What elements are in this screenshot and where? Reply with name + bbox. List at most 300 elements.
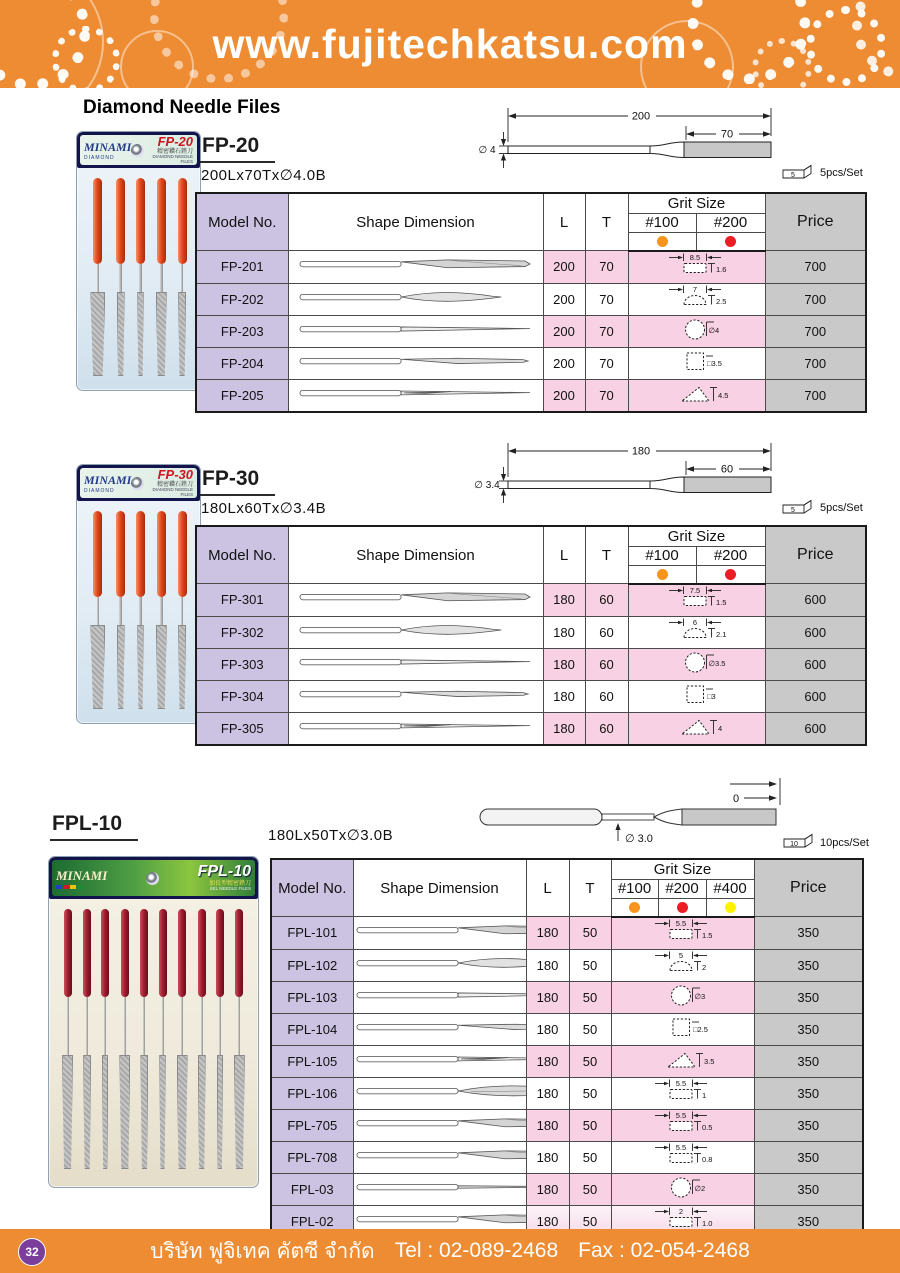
table-row	[271, 1045, 863, 1077]
cell-thickness: 50	[569, 1205, 611, 1238]
cell-shape	[288, 680, 543, 712]
section-title: FP-30	[200, 467, 275, 496]
cell-model: FP-205	[196, 379, 288, 412]
table-row	[196, 315, 866, 347]
cell-cross-section	[611, 1013, 754, 1045]
cell-model: FP-302	[196, 616, 288, 648]
cell-thickness: 50	[569, 1173, 611, 1205]
file-shape-drawing	[297, 352, 535, 370]
grit-color-dot	[696, 232, 765, 251]
grommet-hole-icon	[131, 477, 144, 490]
svg-text:5: 5	[678, 950, 683, 960]
table-row	[271, 1141, 863, 1173]
file-handle	[178, 178, 187, 264]
cell-shape	[288, 648, 543, 680]
cell-length: 180	[543, 712, 585, 745]
cell-shape	[353, 1109, 526, 1141]
cross-section-icon	[635, 1014, 731, 1040]
cell-length: 180	[526, 981, 569, 1013]
grit-size-label: #200	[658, 879, 706, 898]
cell-model: FPL-705	[271, 1109, 353, 1141]
product-table	[195, 192, 867, 413]
cell-cross-section	[611, 917, 754, 950]
cell-length: 180	[526, 1013, 569, 1045]
svg-text:∅ 3.4: ∅ 3.4	[474, 480, 500, 491]
cell-cross-section	[628, 616, 765, 648]
cell-price: 350	[754, 1013, 863, 1045]
file-shape-drawing	[354, 1146, 527, 1164]
cell-length: 180	[543, 680, 585, 712]
svg-text:6: 6	[692, 617, 697, 627]
file-shape-drawing	[297, 653, 535, 671]
file-diamond-tip	[234, 1055, 245, 1169]
file-handle	[136, 511, 145, 597]
table-row	[196, 680, 866, 712]
file-handle	[178, 511, 187, 597]
col-header-price: Price	[765, 526, 866, 584]
col-header-grit: Grit Size	[628, 526, 765, 546]
cell-cross-section	[628, 283, 765, 315]
svg-text:1.6: 1.6	[715, 264, 726, 274]
package-name-en: DIAMOND NEEDLE FILES	[152, 487, 193, 497]
cell-price: 350	[754, 1205, 863, 1238]
cell-thickness: 60	[585, 712, 628, 745]
col-header-length: L	[543, 193, 585, 251]
cell-price: 350	[754, 981, 863, 1013]
cross-section-icon	[635, 1078, 731, 1104]
file-shaft	[139, 264, 142, 292]
cell-thickness: 70	[585, 379, 628, 412]
grit-color-dot	[696, 565, 765, 584]
table-row	[196, 283, 866, 315]
cell-price: 700	[765, 379, 866, 412]
file-handle	[93, 511, 102, 597]
cell-thickness: 70	[585, 347, 628, 379]
cell-model: FP-204	[196, 347, 288, 379]
svg-text:4: 4	[717, 723, 722, 733]
section-spec: 180Lx50Tx∅3.0B	[268, 827, 394, 844]
needle-file	[62, 909, 73, 1169]
cell-price: 350	[754, 1077, 863, 1109]
file-shaft	[104, 997, 106, 1055]
file-shaft	[181, 597, 184, 625]
cell-shape	[288, 712, 543, 745]
file-shape-drawing	[354, 1178, 527, 1196]
needle-file	[177, 909, 188, 1169]
cell-cross-section	[628, 379, 765, 412]
file-diamond-tip	[137, 625, 144, 709]
file-handle	[235, 909, 243, 997]
file-shaft	[124, 997, 126, 1055]
table-row	[271, 1013, 863, 1045]
svg-text:2.5: 2.5	[715, 296, 726, 306]
cell-length: 180	[543, 616, 585, 648]
table-row	[196, 251, 866, 284]
needle-file	[156, 511, 167, 709]
file-handle	[198, 909, 206, 997]
cell-model: FPL-101	[271, 917, 353, 950]
file-shape-drawing	[354, 1114, 527, 1132]
cell-shape	[353, 1141, 526, 1173]
table-row	[196, 616, 866, 648]
file-handle	[83, 909, 91, 997]
file-diamond-tip	[83, 1055, 91, 1169]
package-files	[49, 899, 258, 1173]
needle-file	[136, 178, 145, 376]
cell-shape	[288, 315, 543, 347]
cell-length: 180	[526, 949, 569, 981]
cell-length: 180	[526, 1141, 569, 1173]
page-title: Diamond Needle Files	[83, 97, 281, 118]
cross-section-icon	[649, 617, 745, 643]
cross-section-icon	[635, 982, 731, 1008]
cell-shape	[353, 981, 526, 1013]
needle-file	[178, 511, 187, 709]
product-package-photo	[48, 856, 259, 1188]
cell-model: FPL-708	[271, 1141, 353, 1173]
grit-color-dot	[658, 898, 706, 917]
file-shaft	[219, 997, 221, 1055]
cell-model: FP-305	[196, 712, 288, 745]
needle-file	[156, 178, 167, 376]
svg-text:∅3: ∅3	[694, 991, 705, 1001]
file-handle	[140, 909, 148, 997]
cell-cross-section	[628, 712, 765, 745]
file-handle	[64, 909, 72, 997]
table-row	[271, 981, 863, 1013]
svg-text:1: 1	[701, 1090, 706, 1100]
section-title: FPL-10	[50, 812, 138, 841]
cell-shape	[288, 283, 543, 315]
table-row	[271, 1077, 863, 1109]
col-header-price: Price	[754, 859, 863, 917]
cell-length: 180	[526, 917, 569, 950]
cell-cross-section	[611, 1045, 754, 1077]
grit-size-label: #100	[628, 546, 696, 565]
cell-model: FP-202	[196, 283, 288, 315]
svg-text:□3.5: □3.5	[706, 358, 722, 368]
cell-price: 700	[765, 251, 866, 284]
file-shaft	[238, 997, 240, 1055]
cell-price: 700	[765, 347, 866, 379]
svg-text:∅ 3.0: ∅ 3.0	[625, 833, 653, 845]
file-shaft	[201, 997, 203, 1055]
col-header-model: Model No.	[196, 193, 288, 251]
svg-text:7: 7	[692, 284, 697, 294]
package-brand: MINAMI	[84, 472, 132, 487]
cell-price: 700	[765, 283, 866, 315]
file-diamond-tip	[62, 1055, 73, 1169]
package-brand: MINAMI	[56, 867, 108, 883]
file-handle	[121, 909, 129, 997]
footer-tel: Tel : 02-089-2468	[394, 1239, 559, 1262]
needle-file	[119, 909, 130, 1169]
cross-section-icon	[649, 252, 745, 278]
table-row	[196, 712, 866, 745]
file-shaft	[119, 264, 122, 292]
file-diamond-tip	[178, 292, 186, 376]
cell-length: 200	[543, 283, 585, 315]
file-shaft	[139, 597, 142, 625]
cell-length: 200	[543, 315, 585, 347]
cell-cross-section	[628, 680, 765, 712]
cell-cross-section	[611, 949, 754, 981]
file-shape-drawing	[297, 588, 535, 606]
grit-size-label: #200	[696, 213, 765, 232]
svg-text:180: 180	[631, 445, 651, 458]
package-name-cn: 精密鑽石銼刀	[156, 148, 193, 155]
cell-shape	[288, 379, 543, 412]
file-shape-drawing	[354, 1082, 527, 1100]
svg-text:□2.5: □2.5	[692, 1024, 708, 1034]
file-shaft	[162, 997, 164, 1055]
file-handle	[116, 178, 125, 264]
cell-shape	[353, 1077, 526, 1109]
package-brand: MINAMI	[84, 139, 132, 154]
col-header-thickness: T	[585, 526, 628, 584]
file-handle	[136, 178, 145, 264]
grit-color-dot	[628, 565, 696, 584]
col-header-length: L	[526, 859, 569, 917]
cell-shape	[353, 1045, 526, 1077]
file-handle	[101, 909, 109, 997]
cross-section-icon	[635, 1142, 731, 1168]
svg-text:∅2: ∅2	[694, 1183, 705, 1193]
grit-size-label: #100	[628, 213, 696, 232]
file-shaft	[86, 997, 88, 1055]
col-header-grit: Grit Size	[628, 193, 765, 213]
cell-cross-section	[611, 981, 754, 1013]
svg-text:1.5: 1.5	[715, 597, 726, 607]
col-header-model: Model No.	[271, 859, 353, 917]
cell-thickness: 50	[569, 1013, 611, 1045]
dimension-diagram	[468, 100, 880, 189]
cell-length: 180	[526, 1205, 569, 1238]
file-diamond-tip	[90, 625, 105, 709]
cell-price: 350	[754, 917, 863, 950]
cell-thickness: 50	[569, 917, 611, 950]
svg-text:∅4: ∅4	[708, 325, 719, 335]
svg-text:8.5: 8.5	[689, 252, 700, 262]
file-diamond-tip	[159, 1055, 166, 1169]
svg-text:0.5: 0.5	[701, 1122, 712, 1132]
cell-thickness: 50	[569, 1077, 611, 1109]
table-row	[271, 949, 863, 981]
table-row	[196, 379, 866, 412]
file-diamond-tip	[178, 625, 186, 709]
needle-file	[90, 511, 105, 709]
cell-thickness: 70	[585, 315, 628, 347]
cell-length: 180	[543, 584, 585, 617]
file-shape-drawing	[354, 986, 527, 1004]
package-name-en: DIAMOND NEEDLE FILES	[152, 154, 193, 164]
file-handle	[116, 511, 125, 597]
svg-text:5.5: 5.5	[675, 1078, 686, 1088]
cell-cross-section	[611, 1077, 754, 1109]
cell-shape	[288, 347, 543, 379]
needle-file	[136, 511, 145, 709]
footer-bar	[0, 1229, 900, 1273]
col-header-thickness: T	[569, 859, 611, 917]
svg-text:200: 200	[631, 110, 651, 123]
package-model: FPL-10	[197, 863, 251, 881]
file-diamond-tip	[198, 1055, 206, 1169]
cell-thickness: 60	[585, 680, 628, 712]
file-shape-drawing	[297, 320, 535, 338]
cell-thickness: 50	[569, 1045, 611, 1077]
table-row	[196, 648, 866, 680]
file-diamond-tip	[217, 1055, 224, 1169]
cell-cross-section	[628, 315, 765, 347]
table-row	[196, 584, 866, 617]
svg-text:5.5: 5.5	[675, 1142, 686, 1152]
col-header-length: L	[543, 526, 585, 584]
file-handle	[159, 909, 167, 997]
grommet-hole-icon	[131, 144, 144, 157]
cross-section-icon	[635, 1206, 731, 1232]
svg-text:5.5: 5.5	[675, 918, 686, 928]
grommet-hole-icon	[146, 872, 159, 885]
section-spec: 180Lx60Tx∅3.4B	[201, 500, 327, 517]
cell-model: FP-201	[196, 251, 288, 284]
file-diamond-tip	[156, 292, 167, 376]
cell-model: FPL-105	[271, 1045, 353, 1077]
svg-text:∅3.5: ∅3.5	[708, 658, 725, 668]
cell-length: 180	[543, 648, 585, 680]
product-package-photo	[76, 464, 201, 724]
file-diamond-tip	[119, 1055, 130, 1169]
file-diamond-tip	[90, 292, 105, 376]
package-name-en: SEL NEEDLE FILES	[209, 886, 251, 892]
cell-shape	[288, 616, 543, 648]
cell-price: 600	[765, 680, 866, 712]
file-diamond-tip	[137, 292, 144, 376]
needle-file	[216, 909, 224, 1169]
package-brand-sub: DIAMOND	[84, 154, 115, 161]
grit-size-label: #100	[611, 879, 658, 898]
svg-text:60: 60	[720, 463, 734, 476]
cross-section-icon	[649, 380, 745, 406]
file-handle	[178, 909, 186, 997]
cell-length: 200	[543, 251, 585, 284]
table-row	[196, 347, 866, 379]
grit-size-label: #200	[696, 546, 765, 565]
svg-text:1.5: 1.5	[701, 930, 712, 940]
needle-file	[140, 909, 148, 1169]
col-header-thickness: T	[585, 193, 628, 251]
footer-fax: Fax : 02-054-2468	[578, 1239, 750, 1262]
package-files	[77, 501, 200, 713]
needle-file	[234, 909, 245, 1169]
cell-shape	[353, 1173, 526, 1205]
svg-text:5.5: 5.5	[675, 1110, 686, 1120]
product-table	[195, 525, 867, 746]
package-model: FP-20	[157, 134, 193, 150]
needle-file	[83, 909, 91, 1169]
file-handle	[216, 909, 224, 997]
website-url: www.fujitechkatsu.com	[212, 20, 688, 67]
cross-section-icon	[649, 713, 745, 739]
package-color-squares	[56, 885, 107, 889]
cell-price: 600	[765, 712, 866, 745]
cell-price: 600	[765, 584, 866, 617]
svg-text:2: 2	[701, 962, 706, 972]
package-label	[49, 857, 258, 899]
file-shape-drawing	[297, 621, 535, 639]
col-header-grit: Grit Size	[611, 859, 754, 879]
cell-model: FP-203	[196, 315, 288, 347]
cell-length: 200	[543, 379, 585, 412]
svg-text:3.5: 3.5	[703, 1056, 714, 1066]
needle-file	[101, 909, 109, 1169]
cell-price: 700	[765, 315, 866, 347]
file-shaft	[97, 597, 100, 625]
package-label	[77, 132, 200, 168]
needle-file	[116, 178, 125, 376]
package-model: FP-30	[157, 467, 193, 483]
cross-section-icon	[635, 950, 731, 976]
file-shape-drawing	[354, 921, 527, 939]
grit-color-dot	[628, 232, 696, 251]
svg-text:2: 2	[678, 1206, 683, 1216]
package-brand-sub: DIAMOND	[84, 487, 115, 494]
cell-length: 180	[526, 1109, 569, 1141]
cell-cross-section	[628, 251, 765, 284]
needle-file	[159, 909, 167, 1169]
cell-shape	[288, 584, 543, 617]
cell-length: 180	[526, 1077, 569, 1109]
svg-text:7.5: 7.5	[689, 585, 700, 595]
needle-file	[178, 178, 187, 376]
svg-text:70: 70	[720, 128, 734, 141]
col-header-shape: Shape Dimension	[353, 859, 526, 917]
cell-shape	[353, 917, 526, 950]
cell-model: FPL-02	[271, 1205, 353, 1238]
cell-thickness: 60	[585, 616, 628, 648]
table-row	[271, 1173, 863, 1205]
file-shape-drawing	[297, 717, 535, 735]
package-name-cn: 加長型精密銼刀	[208, 880, 251, 887]
col-header-shape: Shape Dimension	[288, 193, 543, 251]
svg-text:□3: □3	[706, 691, 716, 701]
file-shaft	[181, 264, 184, 292]
col-header-shape: Shape Dimension	[288, 526, 543, 584]
file-diamond-tip	[117, 625, 125, 709]
cross-section-icon	[635, 1046, 731, 1072]
cell-model: FPL-103	[271, 981, 353, 1013]
cell-shape	[353, 949, 526, 981]
cell-model: FP-303	[196, 648, 288, 680]
cell-price: 600	[765, 648, 866, 680]
cell-model: FPL-104	[271, 1013, 353, 1045]
file-diamond-tip	[117, 292, 125, 376]
cell-price: 350	[754, 1045, 863, 1077]
cell-cross-section	[628, 584, 765, 617]
svg-text:1.0: 1.0	[701, 1218, 712, 1228]
cell-length: 200	[543, 347, 585, 379]
product-table	[270, 858, 864, 1239]
cell-price: 350	[754, 1173, 863, 1205]
cell-cross-section	[611, 1173, 754, 1205]
cell-length: 180	[526, 1173, 569, 1205]
cell-price: 350	[754, 1141, 863, 1173]
cross-section-icon	[635, 918, 731, 944]
company-name-thai: บริษัท ฟูจิเทค คัตซี จำกัด	[150, 1239, 375, 1263]
cross-section-icon	[649, 316, 745, 342]
grit-size-label: #400	[706, 879, 754, 898]
svg-text:10pcs/Set: 10pcs/Set	[820, 837, 869, 849]
section-spec: 200Lx70Tx∅4.0B	[201, 167, 327, 184]
